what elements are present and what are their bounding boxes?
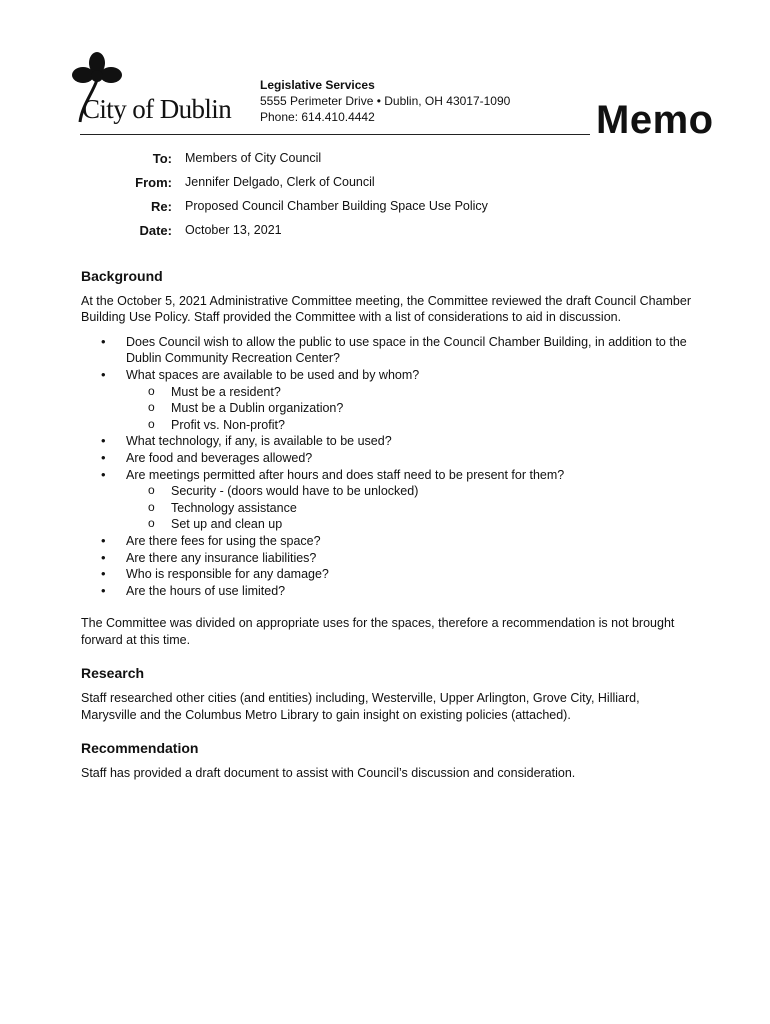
list-item (81, 450, 693, 467)
header-rule (80, 134, 590, 135)
list-item-text: Are there fees for using the space? (126, 533, 321, 548)
recommendation-text: Staff has provided a draft document to assist with Council’s discussion and consideration. (81, 765, 576, 780)
date-field (80, 218, 488, 242)
list-item-text: Are food and beverages allowed? (126, 450, 313, 465)
sub-list-item: o Set up and clean up (126, 516, 693, 533)
memo-title: Memo (596, 98, 714, 142)
memo-fields (80, 146, 488, 242)
recommendation-heading: Recommendation (81, 740, 199, 757)
list-item-text: Who is responsible for any damage? (126, 567, 329, 582)
list-item (81, 467, 693, 533)
city-logo (70, 50, 250, 130)
background-conclusion: The Committee was divided on appropriate uses for the spaces, therefore a recommendation is not brought forward at this time. (81, 616, 675, 647)
sub-list (126, 483, 693, 533)
list-item (81, 367, 693, 433)
to-label: To: (152, 150, 172, 166)
sub-list-item: o Must be a resident? (126, 384, 693, 401)
list-item (81, 550, 693, 567)
sub-list-item: o Technology assistance (126, 500, 693, 517)
list-item-text: Does Council wish to allow the public to use space in the Council Chamber Building, in addition to the Dublin Community Recreation Center? (126, 334, 687, 366)
list-item-text: What technology, if any, is available to be used? (126, 434, 392, 449)
re-field (80, 194, 488, 218)
memo-body (81, 268, 693, 781)
research-text: Staff researched other cities (and entities) including, Westerville, Upper Arlington, Grove City, Hilliard, Marysville and the Columbus Metro Library to gain insight on existing policies (attached). (81, 691, 640, 722)
department-name: Legislative Services (260, 78, 375, 92)
from-field (80, 170, 488, 194)
sub-list-item: o Security - (doors would have to be unlocked) (126, 483, 693, 500)
background-heading: Background (81, 268, 163, 284)
list-item-text: What spaces are available to be used and by whom? (126, 367, 420, 382)
list-item (81, 583, 693, 600)
department-block (260, 77, 510, 125)
re-value: Proposed Council Chamber Building Space Use Policy (185, 199, 488, 213)
research-heading: Research (81, 665, 145, 682)
department-phone: Phone: 614.410.4442 (260, 110, 375, 124)
list-item (81, 533, 693, 550)
department-address: 5555 Perimeter Drive • Dublin, OH 43017-1090 (260, 94, 511, 108)
list-item-text: Are meetings permitted after hours and does staff need to be present for them? (126, 467, 565, 482)
considerations-list (81, 334, 693, 600)
sub-list-item: o Must be a Dublin organization? (126, 400, 693, 417)
background-intro: At the October 5, 2021 Administrative Committee meeting, the Committee reviewed the draft Council Chamber Building Use Policy. Staff provided the Committee with a list of considerations to aid in discussion. (81, 293, 692, 325)
logo-wordmark: City of Dublin (82, 94, 232, 124)
sub-list (126, 384, 693, 434)
list-item (81, 566, 693, 583)
from-value: Jennifer Delgado, Clerk of Council (185, 175, 375, 189)
from-label: From: (135, 174, 172, 190)
list-item-text: Are there any insurance liabilities? (126, 550, 317, 565)
list-item (81, 433, 693, 450)
sub-list-item: o Profit vs. Non-profit? (126, 417, 693, 434)
list-item (81, 334, 693, 367)
date-label: Date: (139, 222, 172, 238)
list-item-text: Are the hours of use limited? (126, 583, 286, 598)
date-value: October 13, 2021 (185, 223, 282, 237)
to-field (80, 146, 488, 170)
to-value: Members of City Council (185, 151, 322, 165)
re-label: Re: (151, 198, 172, 214)
